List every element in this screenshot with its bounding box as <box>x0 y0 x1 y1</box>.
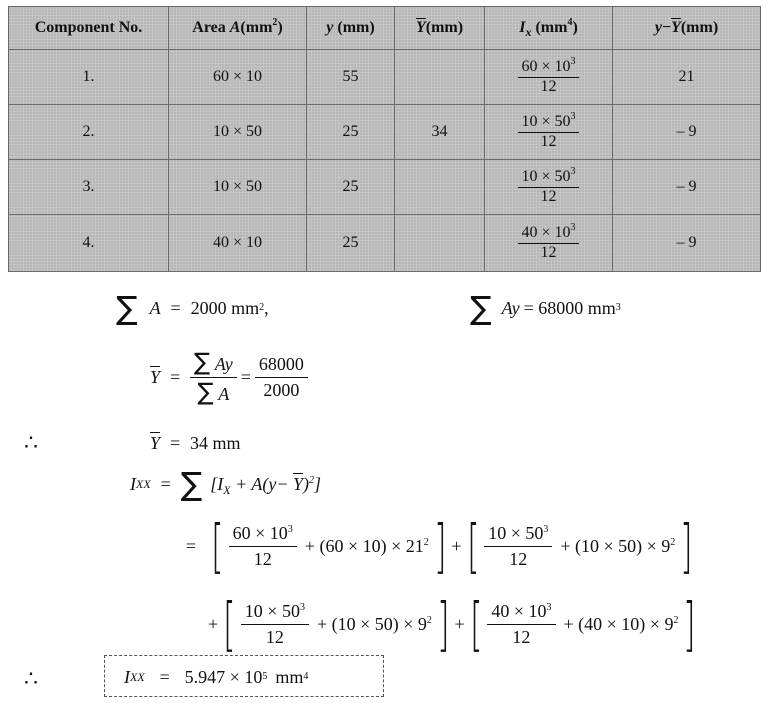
cell-y: 55 <box>307 50 395 105</box>
cell-component-no: 1. <box>9 50 169 105</box>
cell-area: 40 × 10 <box>169 215 307 272</box>
cell-y-minus-ybar: – 9 <box>613 160 761 215</box>
header-ix: $I_x$ $(mm^4)$ <box>485 7 613 50</box>
cell-y: 25 <box>307 215 395 272</box>
cell-ybar <box>395 160 485 215</box>
sum-ay-equation: ∑ Ay = 68000 mm 3 <box>470 289 621 327</box>
ybar-formula: $\overline{Y}$ = $\frac{\sum Ay}{\sum A}$ = $\frac{68000}{2000}$ <box>150 344 308 410</box>
ixx-expansion-line-2: + [ $\frac{10 \times 50^3}{12}$ + $(10 \times 50) \times 9^2$ ] + [ $\frac{40 \times 10^3}{12}$ + $(40 \times 10) \times 9^2$ ] <box>208 590 696 658</box>
table-row <box>9 215 761 272</box>
cell-ybar <box>395 50 485 105</box>
cell-ix: $\frac{10 \times 50^3}{12}$ <box>485 105 613 160</box>
ybar-result-value: 34 mm <box>190 432 241 453</box>
cell-area: 60 × 10 <box>169 50 307 105</box>
cell-y-minus-ybar: – 9 <box>613 105 761 160</box>
cell-ybar <box>395 215 485 272</box>
final-result: I XX = 5.947 × 10 5 mm 4 <box>124 666 309 687</box>
cell-ix: $\frac{40 \times 10^3}{12}$ <box>485 215 613 272</box>
cell-area: 10 × 50 <box>169 105 307 160</box>
ybar-result: $\overline{Y}$ = 34 mm <box>150 432 241 453</box>
header-y: y (mm) <box>307 7 395 50</box>
ybar-numerator: 68000 <box>255 354 308 378</box>
sum-ay-value: = 68000 mm <box>523 297 616 318</box>
header-component-no: Component No. <box>9 7 169 50</box>
cell-y-minus-ybar: – 9 <box>613 215 761 272</box>
cell-area: 10 × 50 <box>169 160 307 215</box>
cell-component-no: 2. <box>9 105 169 160</box>
cell-ix: $\frac{60 \times 10^3}{12}$ <box>485 50 613 105</box>
header-ybar: $\overline{Y}(mm)$ <box>395 7 485 50</box>
cell-component-no: 3. <box>9 160 169 215</box>
cell-y: 25 <box>307 105 395 160</box>
ixx-definition: I XX = ∑ $[I_X + A(y- \overline{Y})^2]$ <box>130 465 322 503</box>
cell-y-minus-ybar: 21 <box>613 50 761 105</box>
table-header-row <box>9 7 761 50</box>
therefore-symbol: ∴ <box>24 430 38 455</box>
final-result-value: 5.947 × 10 <box>184 666 263 687</box>
sum-area-equation: ∑ A = 2000 mm 2 , <box>116 289 269 327</box>
sum-area-value: 2000 mm <box>190 297 260 318</box>
cell-ybar: 34 <box>395 105 485 160</box>
header-area: Area $A(mm^2)$ <box>169 7 307 50</box>
cell-y: 25 <box>307 160 395 215</box>
table-row <box>9 160 761 215</box>
ybar-denominator: 2000 <box>263 379 300 400</box>
table-row <box>9 50 761 105</box>
cell-ix: $\frac{10 \times 50^3}{12}$ <box>485 160 613 215</box>
cell-component-no: 4. <box>9 215 169 272</box>
therefore-symbol: ∴ <box>24 666 38 691</box>
component-table <box>8 6 761 272</box>
header-y-minus-ybar: $y-\overline{Y}(mm)$ <box>613 7 761 50</box>
ixx-expansion-line-1: = [ $\frac{60 \times 10^3}{12}$ + $(60 \times 10) \times 21^2$ ] + [ $\frac{10 \times 50^3}{12}$ + $(10 \times 50) \times 9^2$ ] <box>185 512 693 580</box>
table-row <box>9 105 761 160</box>
